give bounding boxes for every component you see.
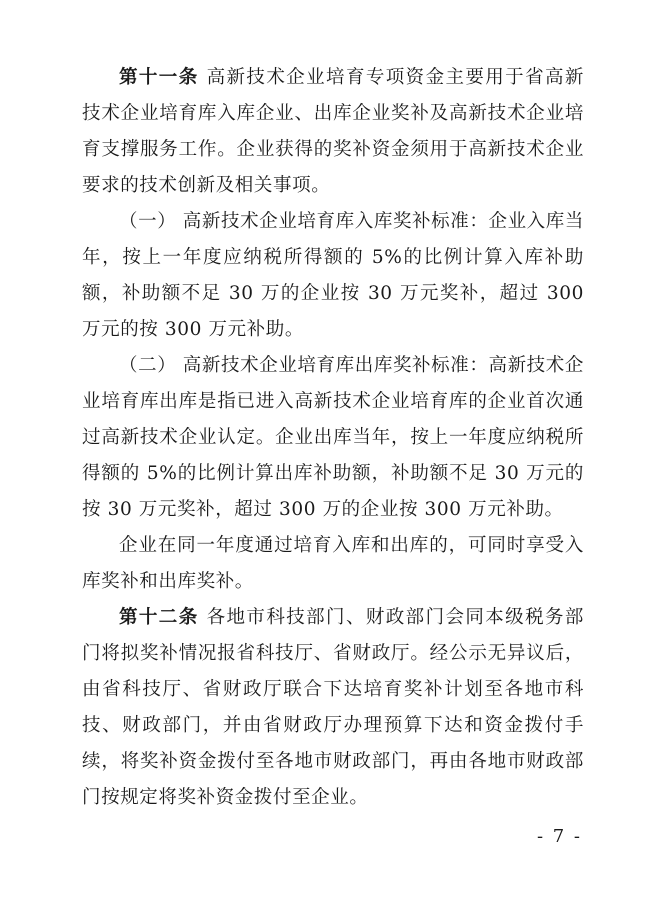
article-11-paragraph — [82, 60, 584, 204]
article-11-note: 企业在同一年度通过培育入库和出库的，可同时享受入库奖补和出库奖补。 — [82, 535, 584, 592]
document-body — [82, 60, 584, 816]
article-11-item-2: （二） 高新技术企业培育库出库奖补标准：高新技术企业培育库出库是指已进入高新技术企业培育库的企业首次通过高新技术企业认定。企业出库当年，按上一年度应纳税所得额的 5%的比例计算出库补助额，补助额不足 30 万元的按 30 万元奖补，超过 300 万的企业按 300 万元补助。 — [82, 355, 584, 520]
article-12-heading: 第十二条 — [119, 607, 199, 628]
article-11-item-1: （一） 高新技术企业培育库入库奖补标准：企业入库当年，按上一年度应纳税所得额的 5%的比例计算入库补助额，补助额不足 30 万的企业按 30 万元奖补，超过 300 万元的按 300 万元补助。 — [82, 211, 584, 340]
page-number: - 7 - — [536, 826, 582, 847]
article-11-heading: 第十一条 — [119, 67, 199, 88]
article-12-paragraph — [82, 600, 584, 816]
article-11-text: 高新技术企业培育专项资金主要用于省高新技术企业培育库入库企业、出库企业奖补及高新技术企业培育支撑服务工作。企业获得的奖补资金须用于高新技术企业要求的技术创新及相关事项。 — [82, 67, 584, 196]
article-12-text: 各地市科技部门、财政部门会同本级税务部门将拟奖补情况报省科技厅、省财政厅。经公示无异议后，由省科技厅、省财政厅联合下达培育奖补计划至各地市科技、财政部门，并由省财政厅办理预算下达和资金拨付手续，将奖补资金拨付至各地市财政部门，再由各地市财政部门按规定将奖补资金拨付至企业。 — [82, 607, 584, 808]
